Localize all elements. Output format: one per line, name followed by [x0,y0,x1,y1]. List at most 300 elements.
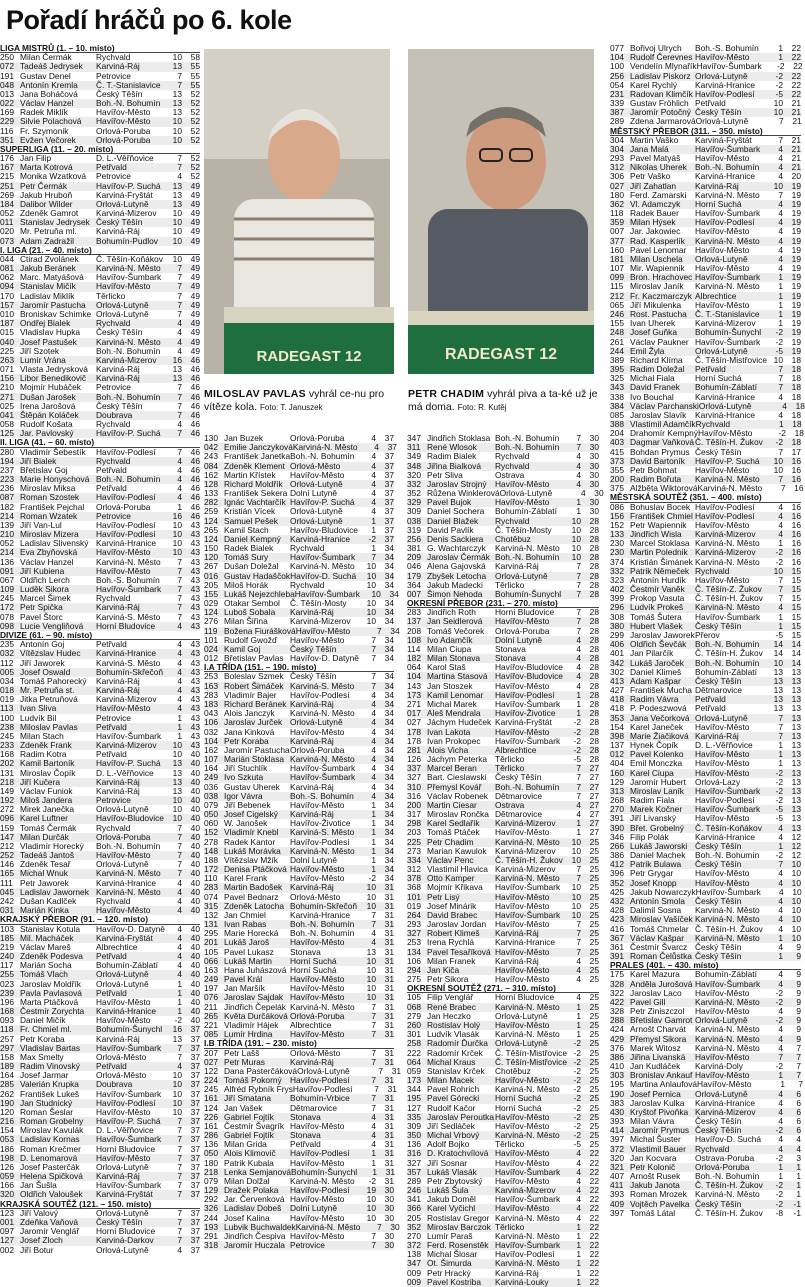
player-number: 134 [407,946,421,957]
round-points: 4 [371,1130,376,1141]
round-points: 1 [576,1240,581,1251]
total-points: 31 [384,928,394,939]
round-points: 7 [177,263,182,274]
player-number: 017 [407,708,421,719]
player-club: Orlová-Lutyně [96,1207,149,1218]
player-name: G. Wachtarczyk [427,543,486,554]
player-number: 044 [0,253,14,264]
player-number: 204 [610,428,624,439]
round-points: 7 [778,116,784,127]
player-club: Horní Suchá [290,964,337,975]
round-points: 13 [172,785,182,796]
player-name: Petr Kolonič [630,1161,676,1172]
round-points: 10 [172,813,182,824]
ranking-list [610,134,805,494]
player-name: Jiří Kubiena [20,565,65,576]
player-club: Karviná-Louky [495,1276,549,1287]
total-points: 46 [190,492,200,503]
player-club: Havířov-Město [695,263,750,274]
total-points: 9 [796,1015,801,1026]
round-points: 4 [576,1194,581,1205]
player-name: Milan Durčák [20,831,69,842]
player-name: Tadeáš Jantoš [20,850,75,861]
round-points: 10 [172,125,182,136]
player-club: Karviná-Ráj [96,226,140,237]
total-points: 49 [190,281,200,292]
total-points: 27 [589,790,599,801]
total-points: 30 [589,469,599,480]
player-club: Havířov-Šumbark [695,611,761,622]
player-club: Havířov-Podlesí [96,529,156,540]
player-number: 124 [204,533,218,544]
total-points: 34 [384,680,394,691]
total-points: 4 [796,1134,801,1145]
player-name: Jakub Madecki [427,579,483,590]
player-number: 407 [610,1171,624,1182]
total-points: 16 [791,547,801,558]
total-points: 19 [791,263,801,274]
total-points: 37 [190,1207,200,1218]
total-points: 40 [190,822,200,833]
round-points: 13 [172,98,182,109]
player-club: Havířov-Město [695,877,750,888]
player-number: 248 [610,327,624,338]
round-points: 7 [177,556,182,567]
player-club: Havířov-Město [96,905,151,916]
round-points: 4 [778,263,783,274]
player-name: Lucie Vengliňová [20,620,84,631]
player-number: 045 [0,886,14,897]
total-points: 46 [190,474,200,485]
player-name: Radek Bialek [224,543,274,554]
round-points: -2 [775,556,783,567]
player-name: Lubvik Buchwaldek [224,1221,296,1232]
player-name: Karol Staš [427,662,466,673]
round-points: 13 [172,107,182,118]
player-name: Pavel Lenomar [630,244,687,255]
player-club: Havířov-P. Suchá [96,758,161,769]
player-number: 291 [204,1230,218,1241]
player-name: Jiří Stuchlík [224,763,268,774]
total-points: 30 [594,488,604,499]
round-points: 7 [576,570,581,581]
round-points: -2 [775,1198,783,1209]
player-name: Richard Moldřík [224,478,283,489]
round-points: 10 [172,217,182,228]
player-name: Mojmír Křikava [427,882,483,893]
player-club: Rychvald [96,455,131,466]
total-points: 27 [589,772,599,783]
section-heading: I.B TŘÍDA (191. – 230. místo) [204,1039,394,1048]
round-points: 10 [773,464,783,475]
player-club: Karviná-Hranice [96,648,157,659]
total-points: 34 [384,763,394,774]
player-number: 126 [0,1161,14,1172]
total-points: 34 [384,754,394,765]
player-club: Stonava [495,643,526,654]
player-club: Havířov-P. Suchá [96,1116,161,1127]
player-name: Daniel Machek [630,850,686,861]
player-club: Č. Těšín-Koňákov [695,822,762,833]
player-name: David Brabec [427,909,478,920]
player-club: Bohumín-Šunychl [495,588,562,599]
round-points: 7 [778,373,783,384]
round-points: 1 [371,845,376,856]
round-points: 4 [576,964,581,975]
player-name: Vladimír Šebestík [20,446,86,457]
round-points: 4 [177,905,182,916]
player-number: 172 [204,864,218,875]
total-points: 37 [190,1088,200,1099]
player-number: 374 [610,556,624,567]
total-points: 31 [384,955,394,966]
player-number: 393 [610,1189,624,1200]
crate-brand-text: RADEGAST 12 [444,346,558,363]
player-name: Adolf Bojko [427,1139,470,1150]
player-number: 113 [0,703,14,714]
total-points: 16 [791,519,801,530]
total-points: 37 [384,488,394,499]
player-number: 311 [407,442,421,453]
round-points: 4 [177,474,182,485]
total-points: 22 [589,1249,599,1260]
total-points: 40 [190,813,200,824]
round-points: 7 [576,772,581,783]
player-club: Petrovice [96,382,131,393]
player-number: 343 [610,382,624,393]
total-points: 22 [791,88,801,99]
total-points: 13 [791,804,801,815]
total-points: 30 [390,1221,400,1232]
round-points: 4 [177,1061,182,1072]
player-number: 160 [610,244,624,255]
player-number: 106 [204,717,218,728]
total-points: 28 [589,515,599,526]
player-club: Orlová-Lutyně [96,859,149,870]
round-points: 4 [177,932,182,943]
player-number: 304 [610,143,624,154]
player-name: Lumír Vrána [20,354,66,365]
player-name: Gustav Denel [20,70,71,81]
player-club: Boh.-N. Bohumín [495,781,560,792]
player-name: Eva Zbyňovská [20,547,78,558]
player-club: Rychvald [495,460,530,471]
total-points: 34 [384,598,394,609]
total-points: 43 [190,648,200,659]
player-club: Orlová-Poruba [96,134,151,145]
player-club: Havířov-Město [495,1111,550,1122]
player-number: 397 [610,1134,624,1145]
player-name: Michal Wnuk [20,868,68,879]
player-club: Boh.-N. Bohumín [96,98,161,109]
player-club: Dolní Lutyně [495,634,543,645]
photo-man-with-beer [408,49,594,374]
player-number: 332 [407,478,421,489]
round-points: 1 [778,43,783,53]
player-club: Havířov-Podlesí [695,510,755,521]
player-club: Petrovice [96,510,131,521]
player-number: 243 [204,451,218,462]
round-points: 4 [177,685,182,696]
round-points: 4 [177,639,182,650]
player-number: 349 [407,451,421,462]
player-club: Karviná-Ráj [495,928,539,939]
round-points: 4 [778,162,783,173]
total-points: 40 [190,785,200,796]
total-points: 19 [791,198,801,209]
total-points: 31 [387,1084,397,1095]
player-name: Pavel Matyáš [630,153,681,164]
round-points: 10 [366,891,376,902]
player-number: 271 [0,391,14,402]
player-number: 010 [0,308,14,319]
player-name: Lenka Semjanová [224,1166,292,1177]
player-name: Miroslav Mizera [20,529,79,540]
player-number: 418 [610,694,624,705]
round-points: 4 [576,974,581,985]
round-points: 10 [172,1079,182,1090]
total-points: 40 [190,969,200,980]
player-club: Těrlicko [96,290,126,301]
player-number: 216 [0,1116,14,1127]
player-name: Jakub Beránek [20,263,76,274]
player-club: Karviná-Mizerov [96,694,157,705]
player-club: Havířov-Šumbark [495,1240,561,1251]
player-name: Jaroslav Moldřík [20,978,81,989]
player-club: Dětmarovice [495,809,543,820]
total-points: 19 [791,299,801,310]
player-name: Jindřich Čespiva [224,1230,286,1241]
player-number: 155 [204,588,218,599]
player-club: Havířov-Město [290,634,345,645]
total-points: 40 [190,996,200,1007]
round-points: 7 [576,442,581,453]
total-points: 13 [791,813,801,824]
player-name: Zdeněk Klement [224,460,285,471]
player-number: 246 [407,1185,421,1196]
total-points: 22 [589,1240,599,1251]
player-number: 012 [204,653,218,664]
round-points: 10 [366,900,376,911]
round-points: -2 [775,1125,783,1136]
player-name: Zdeněk Tesař [20,859,71,870]
player-number: 147 [0,831,14,842]
total-points: 34 [384,809,394,820]
round-points: 4 [778,822,783,833]
player-number: 306 [610,171,624,182]
player-number: 203 [407,827,421,838]
player-club: Orlová-Lutyně [495,1010,548,1021]
total-points: 31 [384,946,394,957]
total-points: 37 [190,1171,200,1182]
player-name: Patrik Bulawa [630,859,682,870]
round-points: -2 [174,1015,182,1026]
player-name: Pavel Král [224,974,263,985]
player-name: Filip Venglář [427,992,474,1003]
total-points: 49 [190,180,200,191]
player-number: 085 [204,1029,218,1040]
player-name: Radek Kantor [224,836,276,847]
player-name: Radim Fiala [630,795,675,806]
player-club: Havířov-Šumbark [495,1166,561,1177]
player-number: 313 [610,785,624,796]
player-number: 098 [0,620,14,631]
player-name: Karel Mazura [630,969,680,980]
total-points: 1 [796,1171,801,1182]
player-club: Karviná-N. Město [290,754,355,765]
player-club: Havířov-Podlesí [96,519,156,530]
player-number: 320 [610,1152,624,1163]
player-name: Jar. Červenková [224,1194,285,1205]
round-points: 1 [177,1006,182,1017]
total-points: 37 [190,1116,200,1127]
player-number: 304 [610,134,624,145]
player-number: 156 [610,510,624,521]
round-points: 1 [778,620,783,631]
player-number: 263 [0,354,14,365]
round-points: -2 [573,1075,581,1086]
player-club: Český Těšín [695,1116,742,1127]
round-points: 4 [778,602,783,613]
player-club: Karviná-Hranice [96,1006,157,1017]
player-number: 190 [0,1097,14,1108]
round-points: 7 [378,1065,384,1076]
player-number: 071 [0,364,14,375]
player-club: Karviná-Darkov [96,1235,154,1246]
player-club: Havířov-Město [695,153,750,164]
player-number: 024 [204,643,218,654]
player-number: 208 [407,625,421,636]
round-points: 7 [371,1010,376,1021]
total-points: 31 [384,1175,394,1186]
player-name: Lukáš Jaroček [630,657,684,668]
player-club: Petřvald [96,483,127,494]
player-number: 283 [204,882,218,893]
total-points: 43 [190,694,200,705]
round-points: 4 [782,400,787,411]
player-name: Kamil Lenomar [427,689,484,700]
total-points: 18 [791,382,801,393]
player-club: Ostrava [495,799,525,810]
total-points: 34 [384,543,394,554]
round-points: 7 [177,602,182,613]
round-points: 7 [576,561,581,572]
player-name: Daniel Sochera [427,506,485,517]
round-points: 10 [571,845,581,856]
total-points: 31 [384,937,394,948]
total-points: 19 [791,327,801,338]
round-points: 7 [177,409,182,420]
player-number: 418 [610,703,624,714]
player-name: Radim Bialek [427,451,477,462]
player-club: Český Těšín [695,620,742,631]
player-number: 212 [610,290,624,301]
round-points: 4 [177,941,182,952]
total-points: 28 [589,754,599,765]
player-name: Dražek Polaka [224,1185,279,1196]
round-points: 1 [177,501,182,512]
player-club: Č. Těšín-H. Žukov [695,593,763,604]
total-points: 30 [589,433,599,443]
round-points: 7 [177,1161,182,1172]
total-points: 49 [190,198,200,209]
total-points: 13 [791,795,801,806]
player-club: Rychvald [290,579,325,590]
player-club: Orlová-Lutyně [96,969,149,980]
round-points: 13 [773,685,783,696]
player-name: Mojmír Hubáček [20,382,81,393]
total-points: 34 [384,818,394,829]
round-points: 4 [371,781,376,792]
total-points: 52 [190,162,200,173]
total-points: 49 [190,272,200,283]
total-points: 37 [190,1235,200,1246]
total-points: 31 [384,909,394,920]
player-club: Dětmarovice [290,1102,338,1113]
round-points: 13 [773,703,783,714]
player-club: Petřvald [695,98,726,109]
round-points: 10 [172,235,182,246]
player-name: Ferd. Zamarski [630,189,687,200]
player-name: Pavel Bujok [427,497,472,508]
round-points: 4 [778,153,783,164]
round-points: 7 [778,446,783,457]
player-name: Jan Kudláček [630,1061,681,1072]
player-name: Prokop Vasuta [630,593,685,604]
round-points: 4 [177,483,182,494]
player-club: Havířov-Šumbark [695,208,761,219]
player-club: Havířov-Bludovice [290,524,358,535]
total-points: 13 [791,776,801,787]
player-name: Štěpán Koláček [20,409,79,420]
total-points: 43 [190,611,200,622]
section-heading: KRAJSKÁ SOUTĚŽ (121. – 150. místo) [0,1200,200,1209]
total-points: 13 [791,749,801,760]
total-points: 43 [190,740,200,751]
player-name: Radomír Krček [427,1047,483,1058]
round-points: 1 [371,524,376,535]
player-name: Radomír Ďurčka [427,1038,488,1049]
player-club: Boh.-N. Bohumín [695,657,760,668]
total-points: 30 [384,1230,394,1241]
total-points: 6 [796,1106,801,1117]
round-points: 4 [778,868,783,879]
player-club: Havířov-Město [96,107,151,118]
total-points: 31 [391,1065,402,1076]
player-club: Havířov-Město [290,1120,345,1131]
player-name: Irena Jarošová [20,400,76,411]
total-points: 22 [589,1267,599,1278]
round-points: 13 [172,180,182,191]
player-name: Mirek Janečka [20,804,74,815]
total-points: 34 [384,726,394,737]
player-club: Karviná-N. Město [495,1130,560,1141]
player-name: Vojtěch Pavelka [630,1198,690,1209]
total-points: 43 [190,547,200,558]
player-name: Václav Kašpar [630,932,684,943]
player-number: 267 [204,561,218,572]
player-club: Karviná-Mizerov [695,318,756,329]
player-name: Lumír Paraš [427,1230,473,1241]
player-club: Český Těšín [695,895,742,906]
player-number: 362 [610,198,624,209]
player-name: Lukáš Martin [224,955,272,966]
player-name: Patrik Němeček [630,565,690,576]
total-points: 43 [190,556,200,567]
player-club: Petřvald [695,703,726,714]
player-club: Havířov-Podlesí [495,689,555,700]
total-points: 7 [796,1042,801,1053]
